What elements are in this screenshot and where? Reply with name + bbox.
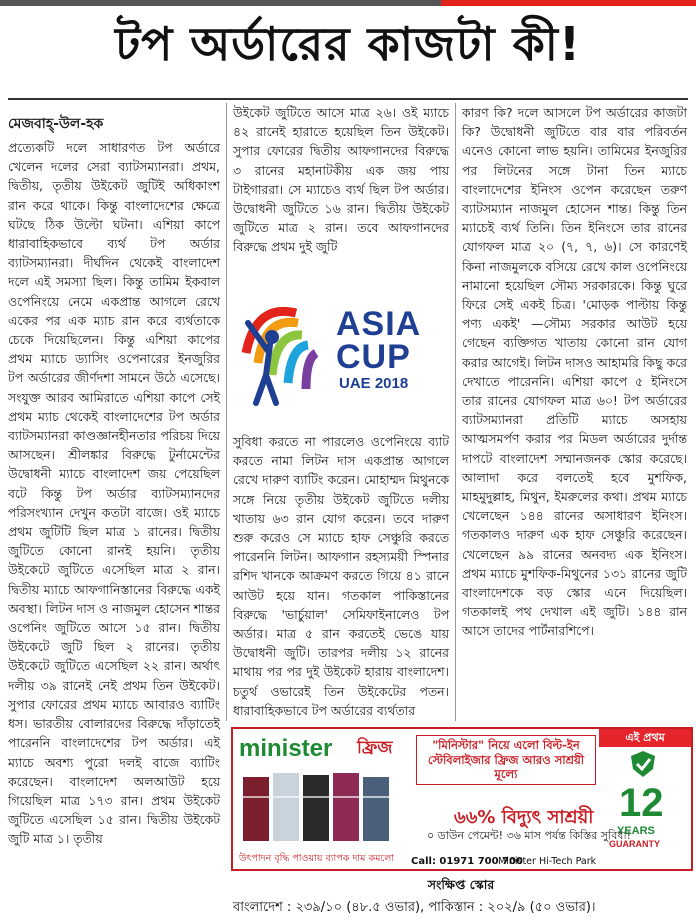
headline: টপ অর্ডারের কাজটা কী! (115, 17, 581, 71)
score-summary-line: বাংলাদেশ : ২৩৯/১০ (৪৮.৫ ওভার), পাকিস্তান : ২০২/৯ (৫০ ওভার)। (233, 900, 596, 915)
top-bar-accent (441, 0, 696, 6)
ad-warranty-years: 12 (619, 781, 664, 825)
ad-announcement-box: "মিনিস্টার" নিয়ে এলো বিল্ট-ইন স্টেবিলাইজার ফ্রিজ আরও সাশ্রয়ী মূল্যে (416, 735, 596, 785)
logo-text-asia: ASIA (336, 305, 422, 343)
column-3-text: কারণ কি? দলে আসলে টপ অর্ডারের কাজটা কি? উদ্বোধনী জুটিতে বার বার পরিবর্তন এনেও কোনো লাভ হয়নি। তামিমের ইনজুরির পর লিটনের সঙ্গে টানা তিন ম্যাচে বাংলাদেশের ইনিংস ওপেন করেছেন তরুণ ব্যাটসম্যান নাজমুল হোসেন শান্ত। কিন্তু তিন ম্যাচেই ব্যর্থ তিনি। তিন ইনিংসে তার রানের যোগফল মাত্র ২০ (৭, ৭, ৬)। সে কারণেই কিনা নাজমুলকে বসিয়ে রেখে কাল ওপেনিংয়ে নামানো হয়েছিল সৌম্য সরকারকে। কিন্তু ঘুরে ফিরে সেই একই চিত্র। 'মোড়ক পাল্টায় কিন্তু পণ্য একই' —সৌম্য সরকার আউট হয়ে গেছেন ব্যক্তিগত খাতায় কোনো রান যোগ করার আগেই। লিটন দাসও আহামরি কিছু করে দেখাতে পারেননি। এশিয়া কাপে ৫ ইনিংসে তার রানের যোগফল মাত্র ৬০! টপ অর্ডারের ব্যাটসম্যানরা প্রতিটি ম্যাচে অসহায় আত্মসমর্পণ করার পর মিডল অর্ডারের দুর্দান্ত দাপটে বাংলাদেশ সম্মানজনক স্কোর করেছে। আলাদা করে বলতেই হবে মুশফিক, মাহমুদুল্লাহ, মিথুন, ইমরুলের কথা। প্রথম ম্যাচে খেলেছেন ১৪৪ রানের অসাধারণ ইনিংস। গতকালও দারুণ এক হাফ সেঞ্চুরি করেছেন। খেলেছেন ৯৯ রানের অনবদ্য এক ইনিংস। প্রথম ম্যাচে মুশফিক-মিথুনের ১৩১ রানের জুটি বাংলাদেশকে বড় স্কোর এনে দিয়েছিল। গতকালই পথ দেখাল এই জুটি। ১৪৪ রান আসে তাদের পার্টনারশিপে। (462, 105, 687, 639)
ad-brand-logo: minister (239, 735, 333, 762)
ad-years-label: YEARS (617, 825, 655, 837)
score-summary-title: সংক্ষিপ্ত স্কোর (427, 877, 495, 892)
byline: মেজবাহ্-উল-হক (8, 116, 104, 132)
logo-text-cup: CUP (336, 338, 411, 376)
asia-cup-logo (236, 283, 446, 413)
column-divider-1 (226, 103, 227, 721)
column-2-bottom-text: সুবিধা করতে না পারলেও ওপেনিংয়ে ব্যাট করতে নামা লিটন দাস একপ্রান্ত আগলে রেখে দারুণ ব্যাটিং করেন। মোহাম্মদ মিথুনকে সঙ্গে নিয়ে তৃতীয় উইকেট জুটিতে দলীয় খাতায় ৬৩ রান যোগ করেন। তবে দারুণ শুরু করেও সে ম্যাচে হাফ সেঞ্চুরি করতে পারেননি লিটন। আফগান রহস্যময়ী স্পিনার রশিদ খানকে আক্রমণ করতে গিয়ে ৪১ রানে আউট হয়ে যান। গতকাল পাকিস্তানের বিরুদ্ধে 'ভার্চুয়াল' সেমিফাইনালেও টপ অর্ডার। মাত্র ৫ রান করতেই ভেঙে যায় উদ্বোধনী জুটি। তারপর দলীয় ১২ রানের মাথায় পর পর দুই উইকেট হারায় বাংলাদেশ। চতুর্থ ওভারেই তিন উইকেটের পতন। ধারাবাহিকভাবে টপ অর্ডারের ব্যর্থতার (233, 434, 449, 718)
article-column-1 (8, 138, 220, 923)
ad-call-number: Call: 01971 700 700 (411, 856, 523, 867)
ad-guaranty-label: GUARANTY (609, 839, 660, 849)
ad-production-text: উৎপাদন বৃদ্ধি পাওয়ায় ব্যাপক দাম কমলো (239, 853, 395, 864)
column-divider-2 (455, 103, 456, 721)
minister-advertisement (231, 727, 693, 871)
fridges-icon (241, 771, 411, 843)
ad-fridge-word: ফ্রিজ (357, 738, 393, 758)
headline-rule (8, 98, 688, 100)
column-2-top-text: উইকেট জুটিতে আসে মাত্র ২৬। ওই ম্যাচে ৪২ রানেই হারাতে হয়েছিল তিন উইকেট। সুপার ফোরের দ্বিতীয় আফগানদের বিরুদ্ধে ৩ রানের মহানাটকীয় এক জয় পায় টাইগাররা। সে ম্যাচেও ব্যর্থ ছিল টপ অর্ডার। উদ্বোধনী জুটিতে ১৬ রান। দ্বিতীয় উইকেট জুটিতে মাত্র ২ রান। তবে আফগানদের বিরুদ্ধে প্রথম দুই জুটি (233, 105, 449, 255)
article-column-3 (462, 103, 687, 641)
ad-down-payment: ০ ডাউন পেমেন্ট! ৩৬ মাস পর্যন্ত কিস্তির সুবিধা! (427, 829, 632, 842)
column-1-text: প্রত্যেকটি দলে সাধারণত টপ অর্ডারে খেলেন দলের সেরা ব্যাটসম্যানরা। প্রথম, দ্বিতীয়, তৃতীয় উইকেট জুটিই অধিকাংশ রান করে থাকে। কিন্তু বাংলাদেশের ক্ষেত্রে ঘটছে ঠিক উল্টো ঘটনা। এশিয়া কাপে ধারাবাহিকভাবে ব্যর্থ টপ অর্ডার ব্যাটসম্যানরা। দীর্ঘদিন থেকেই বাংলাদেশ দলে এই সমস্যা ছিল। কিন্তু তামিম ইকবাল ওপেনিংয়ে নেমে একপ্রান্ত আগলে রেখে একের পর এক ম্যাচ রান করে ব্যর্থতাকে চেকে দিয়েছিলেন। কিন্তু এশিয়া কাপের প্রথম ম্যাচে ড্যাসিং ওপেনারের ইনজুরির টপ অর্ডারের জীর্ণদশা সামনে উঠে এসেছে। সংযুক্ত আরব আমিরাতে এশিয়া কাপে সেই প্রথম ম্যাচ থেকেই বাংলাদেশের টপ অর্ডার ব্যাটসম্যানরা কাণ্ডজ্ঞানহীনতার পরিচয় দিয়ে আসছেন। শ্রীলঙ্কার বিরুদ্ধে টুর্নামেন্টের উদ্বোধনী ম্যাচে বাংলাদেশ জয় পেয়েছিল বটে কিন্তু টপ অর্ডার ব্যাটসম্যানদের পরিসংখ্যান দেখুন কতটা বাজে। ওই ম্যাচে প্রথম জুটিটি ছিল মাত্র ১ রানের। দ্বিতীয় জুটিতে কোনো রানই হয়নি। তৃতীয় উইকেটে জুটিতে এসেছিল মাত্র ২ রান। দ্বিতীয় ম্যাচে আফগানিস্তানের বিরুদ্ধে একই অবস্থা। লিটন দাস ও নাজমুল হোসেন শান্তর ওপেনিং জুটিতে আসে ১৫ রান। দ্বিতীয় উইকেটে জুটি ছিল ২ রানের। তৃতীয় উইকেটে জুটিতে এসেছিল ২২ রান। অর্থাৎ দলীয় ৩৯ রানেই নেই প্রথম তিন উইকেট। সুপার ফোরের প্রথম ম্যাচে আবারও ব্যাটিং ধস। ভারতীয় বোলারদের বিরুদ্ধে দাঁড়াতেই পারেননি বাংলাদেশের টপ অর্ডার। এই ম্যাচে অবশ্য পুরো দলই বাজে ব্যাটিং করেছেন। বাংলাদেশ অলআউট হয়ে গিয়েছিল মাত্র ১৭৩ রান। প্রথম উইকেট জুটিতে এসেছিল ১৫ রান। দ্বিতীয় উইকেট জুটি মাত্র ১। তৃতীয় (8, 140, 220, 847)
batsman-icon (236, 283, 336, 413)
shield-check-icon (628, 749, 658, 779)
article-column-2-bottom (233, 432, 449, 720)
article-column-2-top (233, 103, 449, 257)
ad-facebook-page: Minister Hi-Tech Park (498, 856, 597, 867)
ad-first-time-tag: এই প্রথম (599, 729, 691, 747)
logo-text-uae: UAE 2018 (339, 375, 409, 392)
ad-energy-saving: ৬৬% বিদ্যুৎ সাশ্রয়ী (454, 807, 594, 828)
